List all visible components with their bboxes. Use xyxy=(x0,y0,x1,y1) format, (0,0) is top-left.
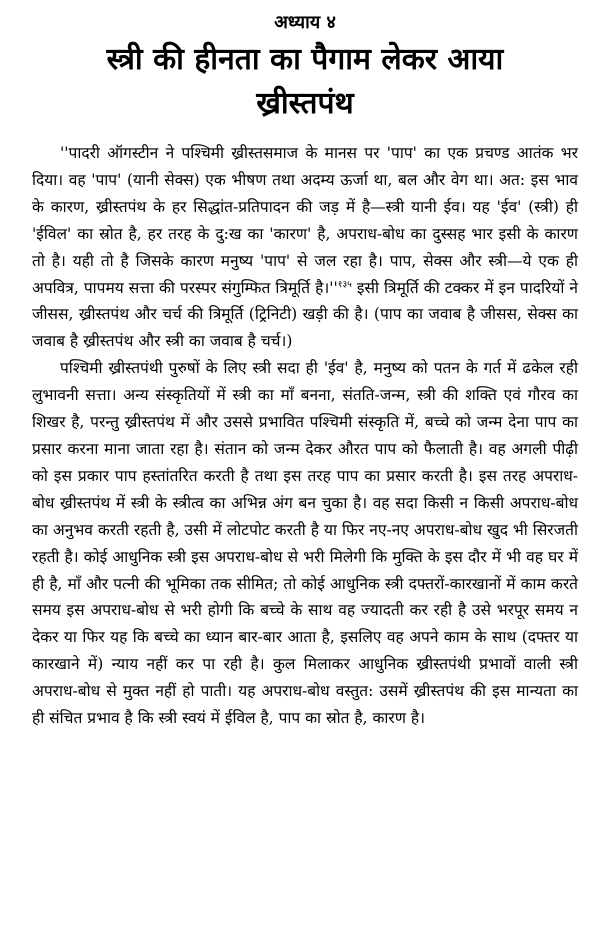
chapter-title-line-1: स्त्री की हीनता का पैगाम लेकर आया xyxy=(106,42,504,77)
paragraph-1 xyxy=(32,140,578,355)
footnote-marker: १३५ xyxy=(337,279,352,290)
paragraph-2: पश्चिमी ख्रीस्तपंथी पुरुषों के लिए स्त्री सदा ही 'ईव' है, मनुष्य को पतन के गर्त में ढकेल रही लुभावनी सत्ता। अन्य संस्कृतियों में स्त्री का माँ बनना, संतति-जन्म, स्त्री की शक्ति एवं गौरव का शिखर है, परन्तु ख्रीस्तपंथ में और उससे प्रभावित पश्चिमी संस्कृति में, बच्चे को जन्म देना पाप का प्रसार करना माना जाता रहा है। संतान को जन्म देकर औरत पाप को फैलाती है। वह अगली पीढ़ी को इस प्रकार पाप हस्तांतरित करती है तथा इस तरह पाप का प्रसार करती है। इस तरह अपराध-बोध ख्रीस्तपंथ में स्त्री के स्त्रीत्व का अभिन्न अंग बन चुका है। वह सदा किसी न किसी अपराध-बोध का अनुभव करती रहती है, उसी में लोटपोट करती है या फिर नए-नए अपराध-बोध खुद भी सिरजती रहती है। कोई आधुनिक स्त्री इस अपराध-बोध से भरी मिलेगी कि मुक्ति के इस दौर में भी वह घर में ही है, माँ और पत्नी की भूमिका तक सीमित; तो कोई आधुनिक स्त्री दफ्तरों-कारखानों में काम करते समय इस अपराध-बोध से भरी होगी कि बच्चे के साथ वह ज्यादती कर रही है उसे भरपूर समय न देकर या फिर यह कि बच्चे का ध्यान बार-बार आता है, इसलिए वह अपने काम के साथ (दफ्तर या कारखाने में) न्याय नहीं कर पा रही है। कुल मिलाकर आधुनिक ख्रीस्तपंथी प्रभावों वाली स्त्री अपराध-बोध से मुक्त नहीं हो पाती। यह अपराध-बोध वस्तुत: उसमें ख्रीस्तपंथ की इस मान्यता का ही संचित प्रभाव है कि स्त्री स्वयं में ईविल है, पाप का स्रोत है, कारण है। xyxy=(32,359,578,728)
chapter-title-line-2: ख्रीस्तपंथ xyxy=(256,86,354,121)
chapter-label: अध्याय ४ xyxy=(274,12,336,33)
paragraph-1-text-b: इसी त्रिमूर्ति की टक्कर में इन पादरियों ने जीसस, ख्रीस्तपंथ और चर्च की त्रिमूर्ति (ट्रिनिटी) खड़ी की है। (पाप का जवाब है जीसस, सेक्स का जवाब है ख्रीस्तपंथ और स्त्री का जवाब है चर्च।) xyxy=(32,278,579,351)
paragraph-1-text-a: ''पादरी ऑगस्टीन ने पश्चिमी ख्रीस्तसमाज के मानस पर 'पाप' का एक प्रचण्ड आतंक भर दिया। वह 'पाप' (यानी सेक्स) एक भीषण तथा अदम्य ऊर्जा था, बल और वेग था। अत: इस भाव के कारण, ख्रीस्तपंथ के हर सिद्धांत-प्रतिपादन की जड़ में है—स्त्री यानी ईव। यह 'ईव' (स्त्री) ही 'ईविल' का स्रोत है, हर तरह के दु:ख का 'कारण' है, अपराध-बोध का दुस्सह भार इसी के कारण तो है। यही तो है जिसके कारण मनुष्य 'पाप' से जल रहा है। पाप, सेक्स और स्त्री—ये एक ही अपवित्र, पापमय सत्ता की परस्पर संगुम्फित त्रिमूर्ति है।'' xyxy=(32,144,578,297)
chapter-title xyxy=(32,38,578,126)
